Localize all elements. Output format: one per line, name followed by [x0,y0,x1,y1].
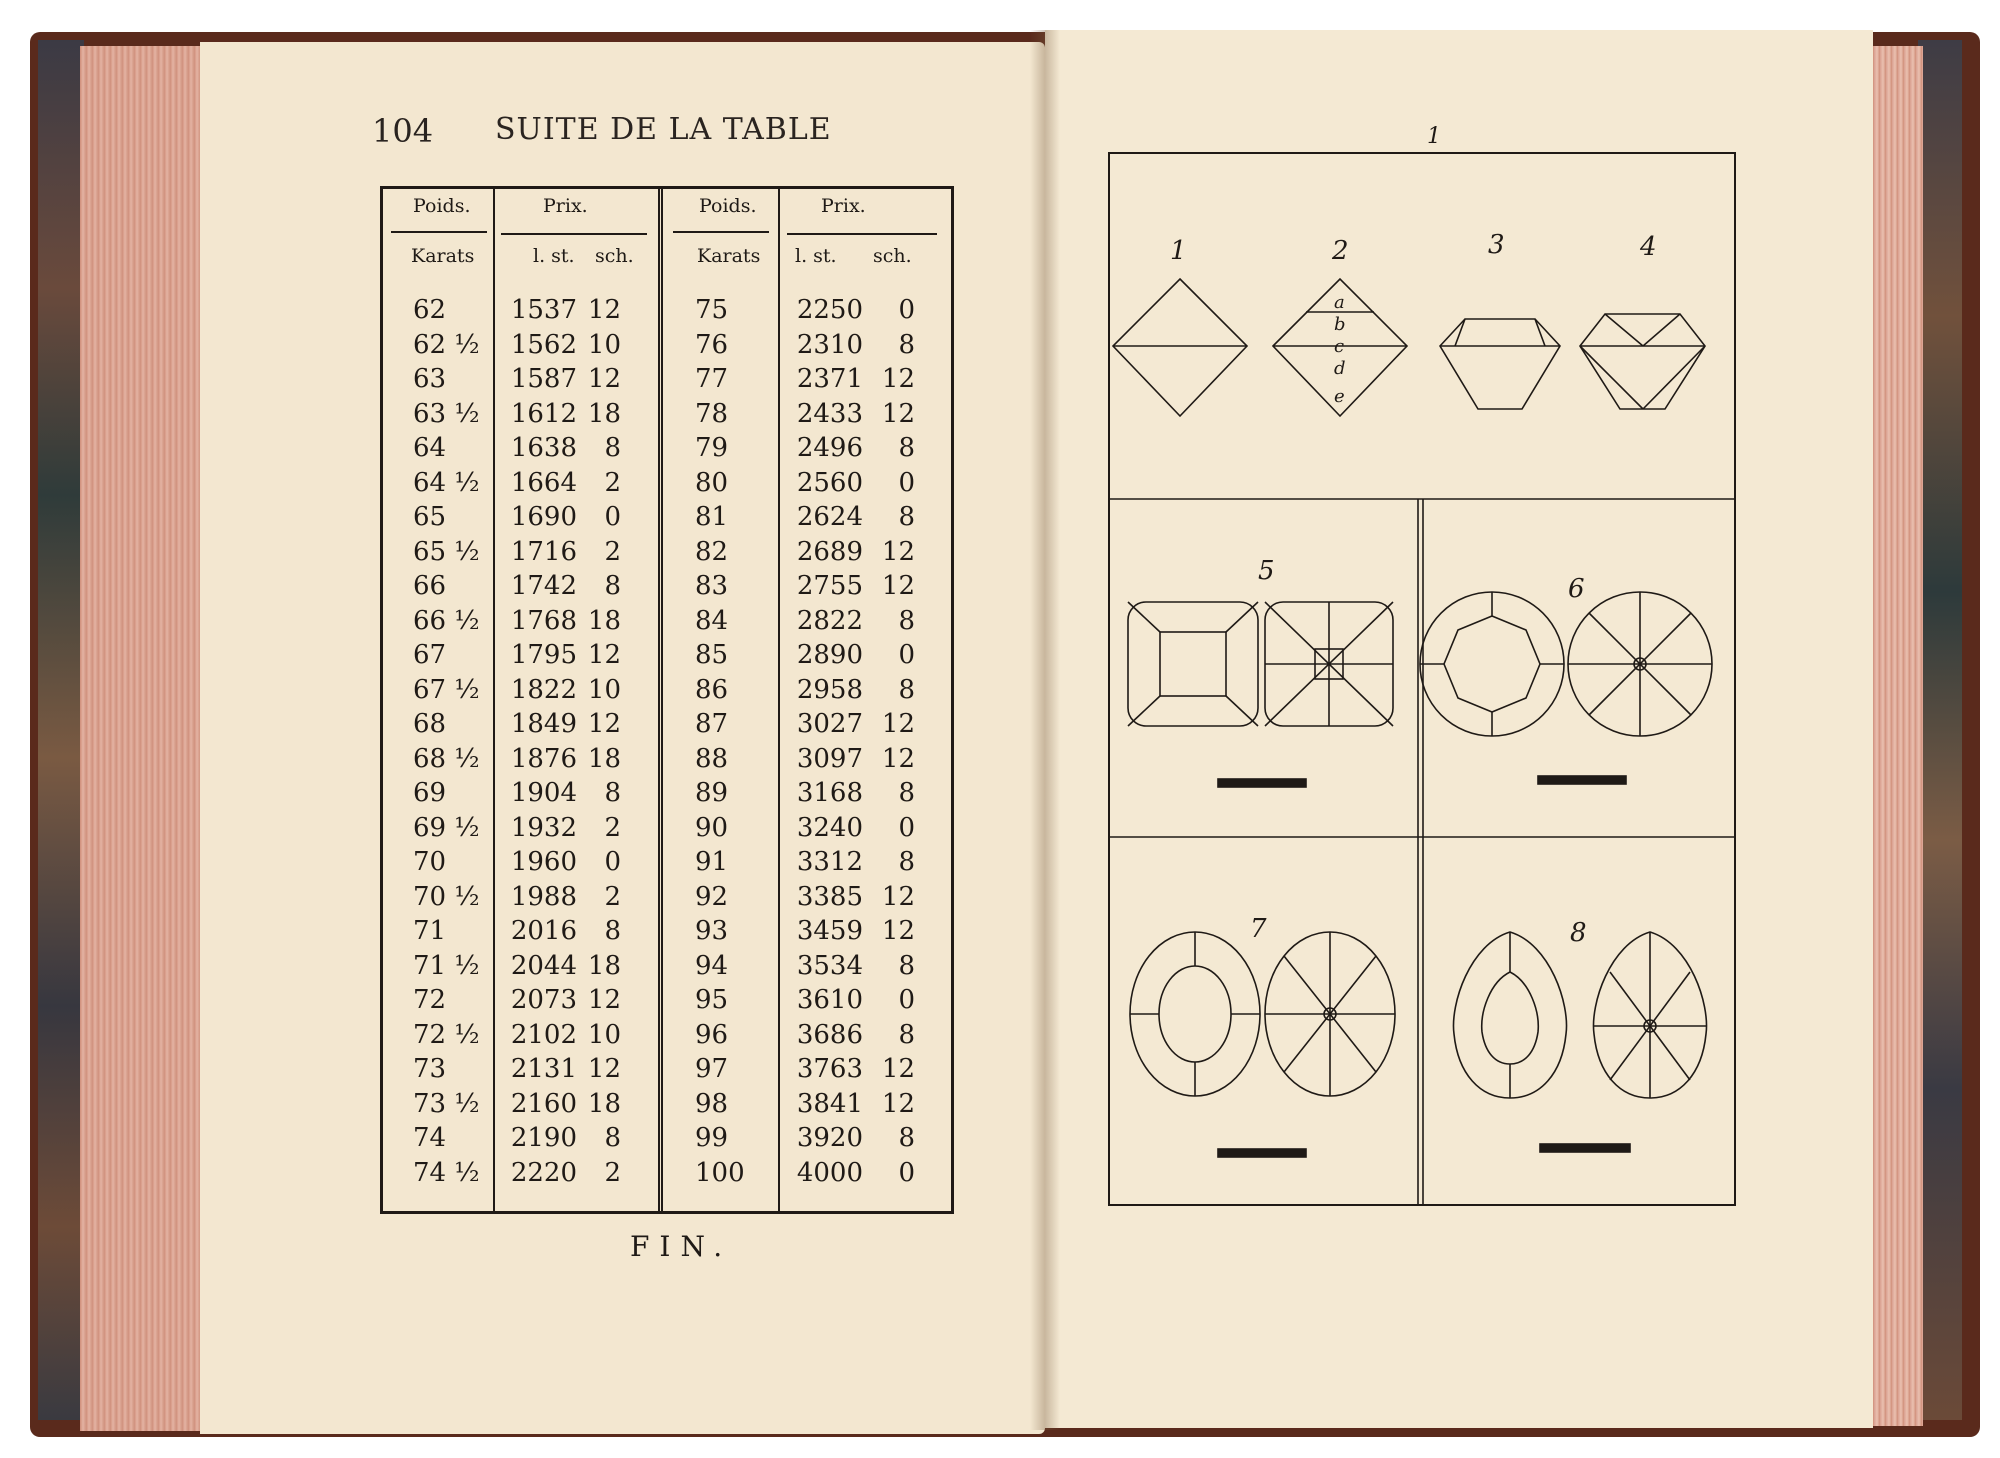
table-cell: 98 [695,1088,729,1119]
table-cell: 71 ½ [413,950,480,981]
fig7-ovals [1130,932,1395,1157]
table-cell: 1932 [510,812,577,843]
table-cell: 2160 [510,1088,577,1119]
table-cell: 77 [695,364,729,394]
table-cell: 8 [604,433,621,463]
table-cell: 10 [587,1019,621,1050]
fig6-scale-bar [1538,776,1626,784]
table-cell: 12 [881,916,915,946]
table-cell: 88 [695,743,729,774]
header-price-left: Prix. [543,195,588,217]
fig2-letter-a: a [1334,292,1345,313]
table-cell: 68 [413,709,447,739]
table-cell: 66 ½ [413,605,480,636]
table-cell: 12 [587,364,621,394]
table-cell: 8 [898,605,915,636]
table-cell: 2310 [796,329,863,360]
fig6-rounds [1420,592,1712,784]
table-cell: 92 [695,881,729,912]
table-cell: 1822 [510,674,577,705]
fig-label-7: 7 [1250,914,1267,944]
table-cell: 12 [881,571,915,601]
table-cell: 12 [881,709,915,739]
table-cell: 67 [413,640,447,670]
table-cell: 0 [604,502,621,532]
table-cell: 18 [587,743,621,774]
table-cell: 99 [695,1123,729,1153]
table-cell: 12 [587,640,621,670]
table-cell: 12 [587,709,621,739]
table-cell: 3534 [796,950,863,981]
table-cell: 0 [604,847,621,877]
table-cell: 69 ½ [413,812,480,843]
table-cell: 3385 [796,881,863,912]
fig-label-6: 6 [1568,574,1585,604]
table-cell: 89 [695,778,729,808]
table-cell: 2496 [796,433,863,463]
table-cell: 8 [898,1123,915,1153]
table-cell: 75 [695,295,729,325]
table-cell: 87 [695,709,729,739]
karats-column [413,293,483,1190]
table-cell: 12 [881,364,915,394]
livres-column [781,293,863,1190]
table-cell: 1849 [510,709,577,739]
table-cell: 72 [413,985,447,1015]
table-cell: 10 [587,674,621,705]
table-cell: 12 [587,985,621,1015]
table-cell: 79 [695,433,729,463]
schillings-column [875,293,915,1190]
table-cell: 12 [881,881,915,912]
table-cell: 2 [604,536,621,567]
table-cell: 0 [898,985,915,1015]
unit-sch-right: sch. [873,245,912,267]
table-cell: 72 ½ [413,1019,480,1050]
livres-column [495,293,577,1190]
table-cell: 2371 [796,364,863,394]
table-cell: 12 [587,1054,621,1084]
table-cell: 73 ½ [413,1088,480,1119]
table-cell: 2220 [510,1157,577,1188]
header-price-right: Prix. [821,195,866,217]
table-cell: 2044 [510,950,577,981]
table-cell: 8 [898,847,915,877]
table-cell: 2 [604,812,621,843]
table-cell: 0 [898,295,915,325]
table-cell: 8 [898,950,915,981]
table-cell: 3240 [796,812,863,843]
fig-label-3: 3 [1488,230,1505,260]
table-cell: 2102 [510,1019,577,1050]
fig5-scale-bar [1218,779,1306,787]
table-cell: 2 [604,881,621,912]
table-rule [673,231,769,233]
fig1-octahedron [1113,279,1247,416]
table-cell: 8 [604,1123,621,1153]
table-cell: 83 [695,571,729,601]
table-cell: 76 [695,329,729,360]
table-cell: 78 [695,398,729,429]
table-cell: 2131 [510,1054,577,1084]
table-cell: 3763 [796,1054,863,1084]
fig-label-5: 5 [1258,556,1275,586]
table-cell: 8 [898,329,915,360]
table-cell: 2689 [796,536,863,567]
table-cell: 8 [898,433,915,463]
table-cell: 84 [695,605,729,636]
table-cell: 64 ½ [413,467,480,498]
table-cell: 81 [695,502,729,532]
table-cell: 1960 [510,847,577,877]
table-cell: 97 [695,1054,729,1084]
table-cell: 1612 [510,398,577,429]
marbled-board-right [1918,40,1962,1420]
unit-lst-left: l. st. [533,245,575,267]
table-cell: 3920 [796,1123,863,1153]
table-rule [787,233,937,235]
table-cell: 10 [587,329,621,360]
table-cell: 1638 [510,433,577,463]
table-cell: 12 [881,536,915,567]
table-cell: 82 [695,536,729,567]
table-cell: 3097 [796,743,863,774]
fig4-profile [1580,314,1705,409]
table-cell: 2624 [796,502,863,532]
header-weight-right: Poids. [699,195,757,217]
fig2-letter-c: c [1334,336,1345,357]
fig7-scale-bar [1218,1149,1306,1157]
table-cell: 63 [413,364,447,394]
price-table [380,186,954,1214]
page-edges-left [80,46,210,1431]
table-cell: 90 [695,812,729,843]
header-weight-left: Poids. [413,195,471,217]
table-cell: 8 [898,502,915,532]
table-cell: 1795 [510,640,577,670]
fig2-letter-b: b [1334,314,1346,335]
table-cell: 2433 [796,398,863,429]
table-cell: 2755 [796,571,863,601]
table-rule [778,189,780,1211]
table-cell: 91 [695,847,729,877]
page-header [372,112,842,162]
table-cell: 2073 [510,985,577,1015]
diamond-plate [1108,152,1736,1206]
table-cell: 4000 [796,1157,863,1188]
table-cell: 0 [898,1157,915,1188]
table-cell: 2560 [796,467,863,498]
table-cell: 0 [898,812,915,843]
fig-label-8: 8 [1570,918,1587,948]
table-cell: 67 ½ [413,674,480,705]
table-rule [391,231,487,233]
table-cell: 8 [898,674,915,705]
table-cell: 2 [604,467,621,498]
table-cell: 1768 [510,605,577,636]
table-cell: 65 ½ [413,536,480,567]
table-cell: 1876 [510,743,577,774]
table-cell: 12 [587,295,621,325]
table-cell: 100 [695,1157,745,1188]
table-cell: 8 [604,916,621,946]
table-cell: 2890 [796,640,863,670]
table-cell: 12 [881,398,915,429]
table-cell: 66 [413,571,447,601]
table-cell: 12 [881,743,915,774]
table-cell: 2822 [796,605,863,636]
table-cell: 74 ½ [413,1157,480,1188]
table-cell: 0 [898,467,915,498]
table-cell: 73 [413,1054,447,1084]
table-cell: 18 [587,605,621,636]
plate-number: 1 [1427,124,1441,149]
fig2-letter-e: e [1334,386,1345,407]
table-cell: 8 [898,1019,915,1050]
table-cell: 1664 [510,467,577,498]
unit-sch-left: sch. [595,245,634,267]
table-cell: 1562 [510,329,577,360]
fin-text: FIN. [630,1230,733,1263]
table-cell: 1742 [510,571,577,601]
table-cell: 3168 [796,778,863,808]
fig3-profile [1440,319,1560,409]
page-number: 104 [372,112,434,150]
table-cell: 18 [587,1088,621,1119]
table-cell: 69 [413,778,447,808]
table-cell: 1587 [510,364,577,394]
fig8-scale-bar [1540,1144,1630,1152]
table-cell: 70 ½ [413,881,480,912]
table-cell: 18 [587,398,621,429]
table-cell: 2190 [510,1123,577,1153]
table-cell: 95 [695,985,729,1015]
table-cell: 94 [695,950,729,981]
table-cell: 0 [898,640,915,670]
table-cell: 1690 [510,502,577,532]
table-cell: 65 [413,502,447,532]
fig-label-2: 2 [1332,236,1349,266]
table-cell: 85 [695,640,729,670]
unit-karats-left: Karats [411,245,475,267]
karats-column [695,293,765,1190]
table-cell: 70 [413,847,447,877]
table-cell: 12 [881,1054,915,1084]
fig5-cushions [1128,602,1393,787]
table-cell: 62 [413,295,447,325]
table-cell: 2250 [796,295,863,325]
table-cell: 1988 [510,881,577,912]
fig-label-1: 1 [1170,236,1187,266]
table-cell: 96 [695,1019,729,1050]
unit-karats-right: Karats [697,245,761,267]
table-cell: 18 [587,950,621,981]
table-cell: 8 [898,778,915,808]
table-cell: 3027 [796,709,863,739]
table-cell: 3459 [796,916,863,946]
page-edges-right [1868,46,1923,1426]
table-cell: 3686 [796,1019,863,1050]
running-head: SUITE DE LA TABLE [495,112,832,147]
table-cell: 3841 [796,1088,863,1119]
plate-drawing [1110,154,1734,1204]
table-cell: 3312 [796,847,863,877]
table-cell: 2016 [510,916,577,946]
table-cell: 68 ½ [413,743,480,774]
table-cell: 93 [695,916,729,946]
table-cell: 71 [413,916,447,946]
table-cell: 12 [881,1088,915,1119]
schillings-column [581,293,621,1190]
table-cell: 62 ½ [413,329,480,360]
table-center-rule [658,189,663,1211]
table-cell: 8 [604,778,621,808]
table-cell: 2958 [796,674,863,705]
fig2-letter-d: d [1334,358,1346,379]
marbled-board-left [38,40,84,1420]
table-cell: 1716 [510,536,577,567]
table-cell: 1904 [510,778,577,808]
fig-label-4: 4 [1640,232,1657,262]
unit-lst-right: l. st. [795,245,837,267]
table-cell: 8 [604,571,621,601]
fig8-pears [1453,932,1706,1152]
table-cell: 1537 [510,295,577,325]
table-cell: 74 [413,1123,447,1153]
table-cell: 86 [695,674,729,705]
table-cell: 80 [695,467,729,498]
table-cell: 63 ½ [413,398,480,429]
book-gutter [1030,30,1060,1430]
table-rule [501,233,647,235]
table-cell: 64 [413,433,447,463]
table-cell: 3610 [796,985,863,1015]
table-cell: 2 [604,1157,621,1188]
